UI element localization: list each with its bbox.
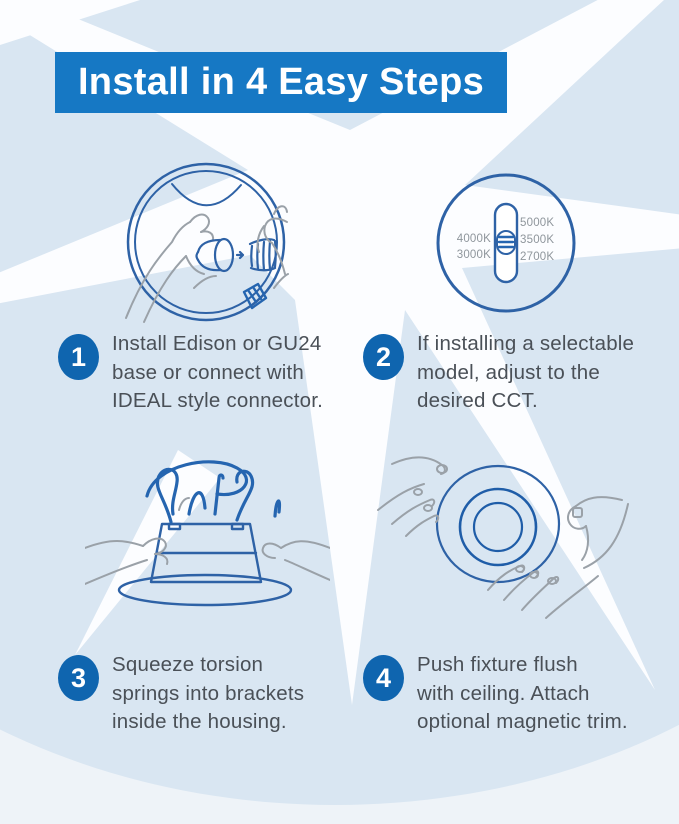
- cct-label-4000k: 4000K: [456, 233, 491, 245]
- cct-label-3500k: 3500K: [520, 234, 555, 246]
- cct-label-3000k: 3000K: [456, 249, 491, 261]
- page-title: Install in 4 Easy Steps: [77, 61, 485, 103]
- step-1-badge: 1: [58, 334, 99, 380]
- step-4: [363, 655, 663, 737]
- cct-label-2700k: 2700K: [520, 251, 555, 263]
- step4-illustration: [370, 448, 645, 626]
- step-3-badge: 3: [58, 655, 99, 701]
- step1-illustration: [124, 160, 289, 325]
- step-3-text: Squeeze torsion springs into brackets inside the housing.: [112, 653, 305, 733]
- cct-label-5000k: 5000K: [520, 217, 555, 229]
- step-2-badge: 2: [363, 334, 404, 380]
- step-4-badge: 4: [363, 655, 404, 701]
- step-1: [58, 334, 358, 416]
- step2-illustration: [436, 173, 576, 313]
- step-2: [363, 334, 663, 416]
- step-3: [58, 655, 358, 737]
- step-2-text: If installing a selectable model, adjust to the desired CCT.: [417, 332, 635, 412]
- step3-illustration: [85, 452, 330, 624]
- step-4-text: Push fixture flush with ceiling. Attach optional magnetic trim.: [417, 653, 628, 733]
- header-banner: [55, 52, 507, 113]
- step-1-text: Install Edison or GU24 base or connect with IDEAL style connector.: [112, 332, 324, 412]
